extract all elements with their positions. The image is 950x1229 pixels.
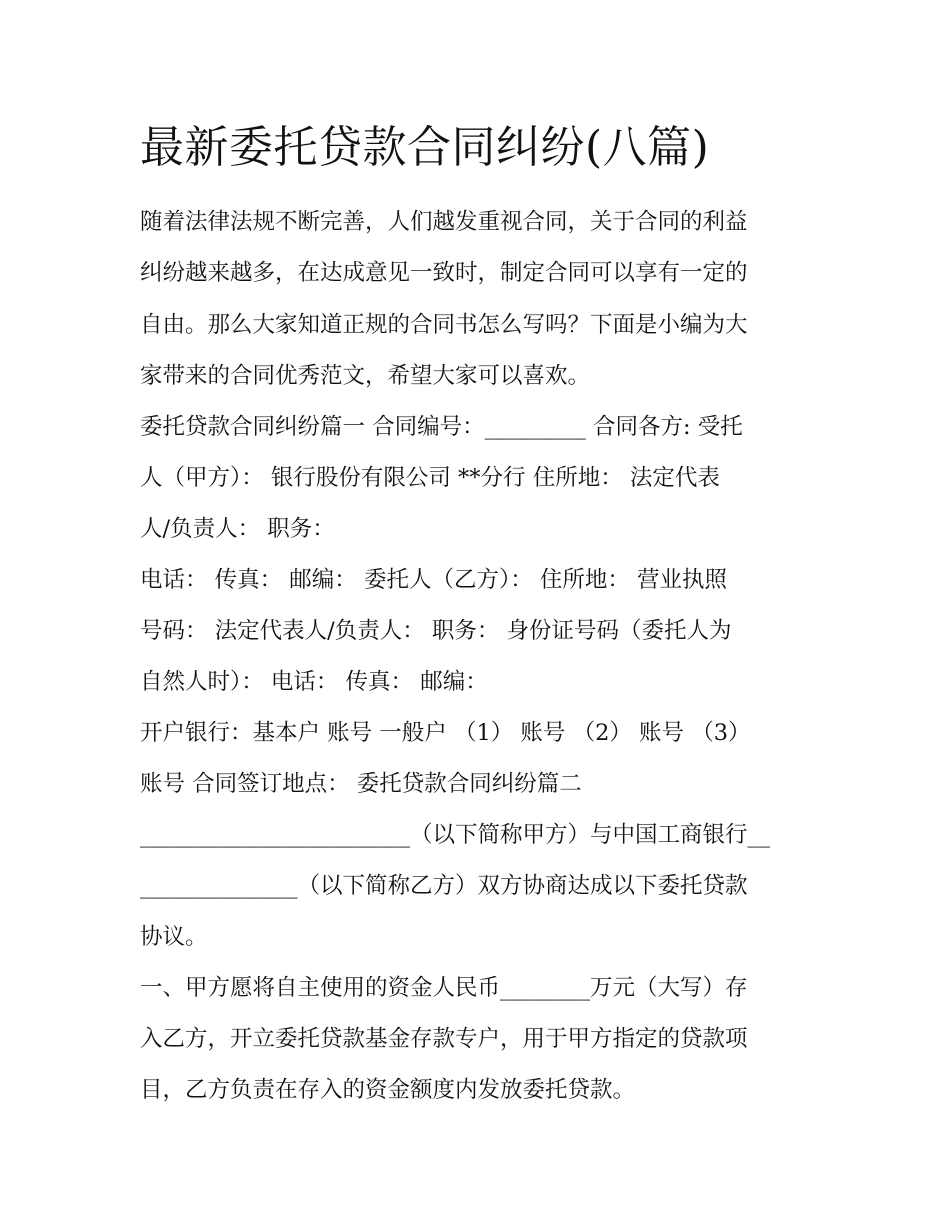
paragraph-line: 一、甲方愿将自主使用的资金人民币________万元（大写）存 (140, 975, 748, 1001)
paragraph-line: 委托贷款合同纠纷篇一 合同编号：_________ 合同各方: 受托 (140, 414, 743, 440)
paragraph-line: ________________________（以下简称甲方）与中国工商银行__ (140, 822, 771, 848)
paragraph-line: 人/负责人： 职务： (140, 516, 335, 542)
paragraph-line: 自然人时）： 电话： 传真： 邮编： (140, 669, 488, 695)
paragraph-line: 目，乙方负责在存入的资金额度内发放委托贷款。 (140, 1077, 636, 1103)
paragraph-line: 协议。 (140, 924, 208, 950)
paragraph-line: 入乙方，开立委托贷款基金存款专户，用于甲方指定的贷款项 (140, 1026, 748, 1052)
paragraph-line: 纠纷越来越多，在达成意见一致时，制定合同可以享有一定的 (140, 260, 748, 286)
paragraph-line: 随着法律法规不断完善，人们越发重视合同，关于合同的利益 (140, 209, 748, 235)
paragraph-line: 自由。那么大家知道正规的合同书怎么写吗？下面是小编为大 (140, 312, 748, 338)
paragraph-line: 号码： 法定代表人/负责人： 职务： 身份证号码（委托人为 (140, 618, 732, 644)
paragraph-line: 账号 合同签订地点： 委托贷款合同纠纷篇二 (140, 771, 582, 797)
paragraph-line: 人（甲方）： 银行股份有限公司 **分行 住所地： 法定代表 (140, 465, 720, 491)
paragraph-line: 家带来的合同优秀范文，希望大家可以喜欢。 (140, 363, 591, 389)
paragraph-line: ______________（以下简称乙方）双方协商达成以下委托贷款 (140, 873, 748, 899)
paragraph-line: 电话： 传真： 邮编： 委托人（乙方）： 住所地： 营业执照 (140, 567, 728, 593)
document-title: 最新委托贷款合同纠纷(八篇) (140, 122, 710, 173)
paragraph-line: 开户银行：基本户 账号 一般户 （1） 账号 （2） 账号 （3） (140, 720, 751, 746)
